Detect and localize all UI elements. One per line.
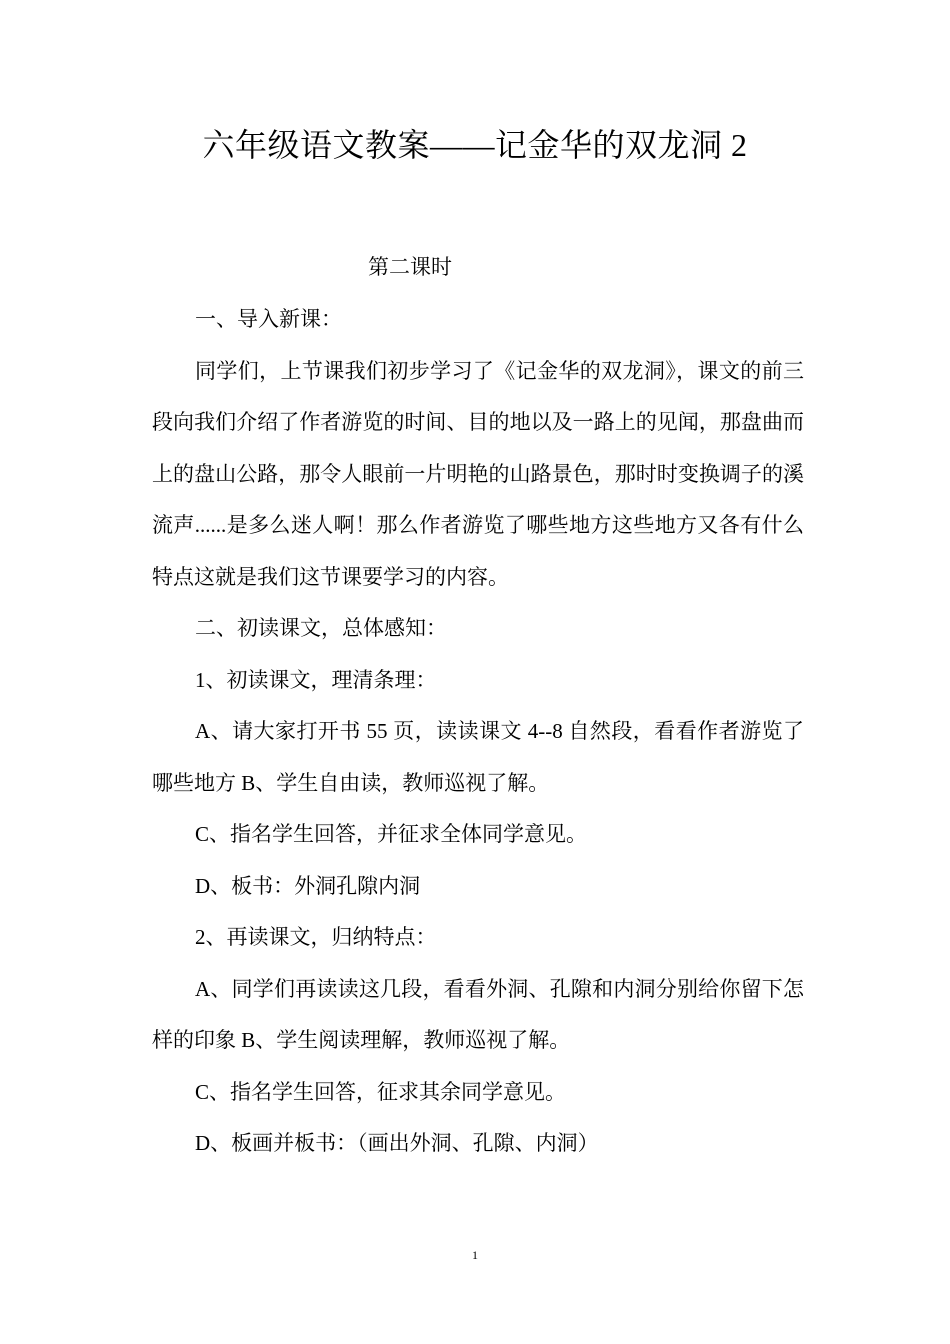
- step-c-answer: C、指名学生回答，并征求全体同学意见。: [195, 822, 588, 846]
- document-title: 六年级语文教案——记金华的双龙洞 2: [202, 127, 748, 163]
- step-c-answer-2: C、指名学生回答，征求其余同学意见。: [195, 1079, 567, 1104]
- section-heading-intro: 一、导入新课：: [195, 307, 342, 331]
- document-body: [152, 294, 804, 1170]
- lesson-subtitle: 第二课时: [368, 255, 452, 279]
- step-a-open-book: A、请大家打开书 55 页，读读课文 4--8 自然段，看看作者游览了哪些地方 B、学生自由读，教师巡视了解。: [152, 719, 804, 795]
- subheading-clarify-structure: 1、初读课文，理清条理：: [195, 667, 437, 692]
- paragraph-intro-text: 同学们，上节课我们初步学习了《记金华的双龙洞》，课文的前三段向我们介绍了作者游览的时间、目的地以及一路上的见闻，那盘曲而上的盘山公路，那令人眼前一片明艳的山路景色，那时时变换调子的溪流声......是多么迷人啊！那么作者游览了哪些地方这些地方又各有什么特点这就是我们这节课要学习的内容。: [152, 358, 804, 589]
- step-d-draw-blackboard: D、板画并板书：（画出外洞、孔隙、内洞）: [195, 1131, 599, 1155]
- page-number: 1: [472, 1248, 478, 1262]
- subheading-summarize-features: 2、再读课文，归纳特点：: [195, 925, 437, 949]
- section-heading-first-reading: 二、初读课文，总体感知：: [195, 616, 447, 640]
- step-a-reread: A、同学们再读读这几段，看看外洞、孔隙和内洞分别给你留下怎样的印象 B、学生阅读理解，教师巡视了解。: [152, 976, 804, 1052]
- step-d-blackboard: D、板书：外洞孔隙内洞: [195, 873, 421, 898]
